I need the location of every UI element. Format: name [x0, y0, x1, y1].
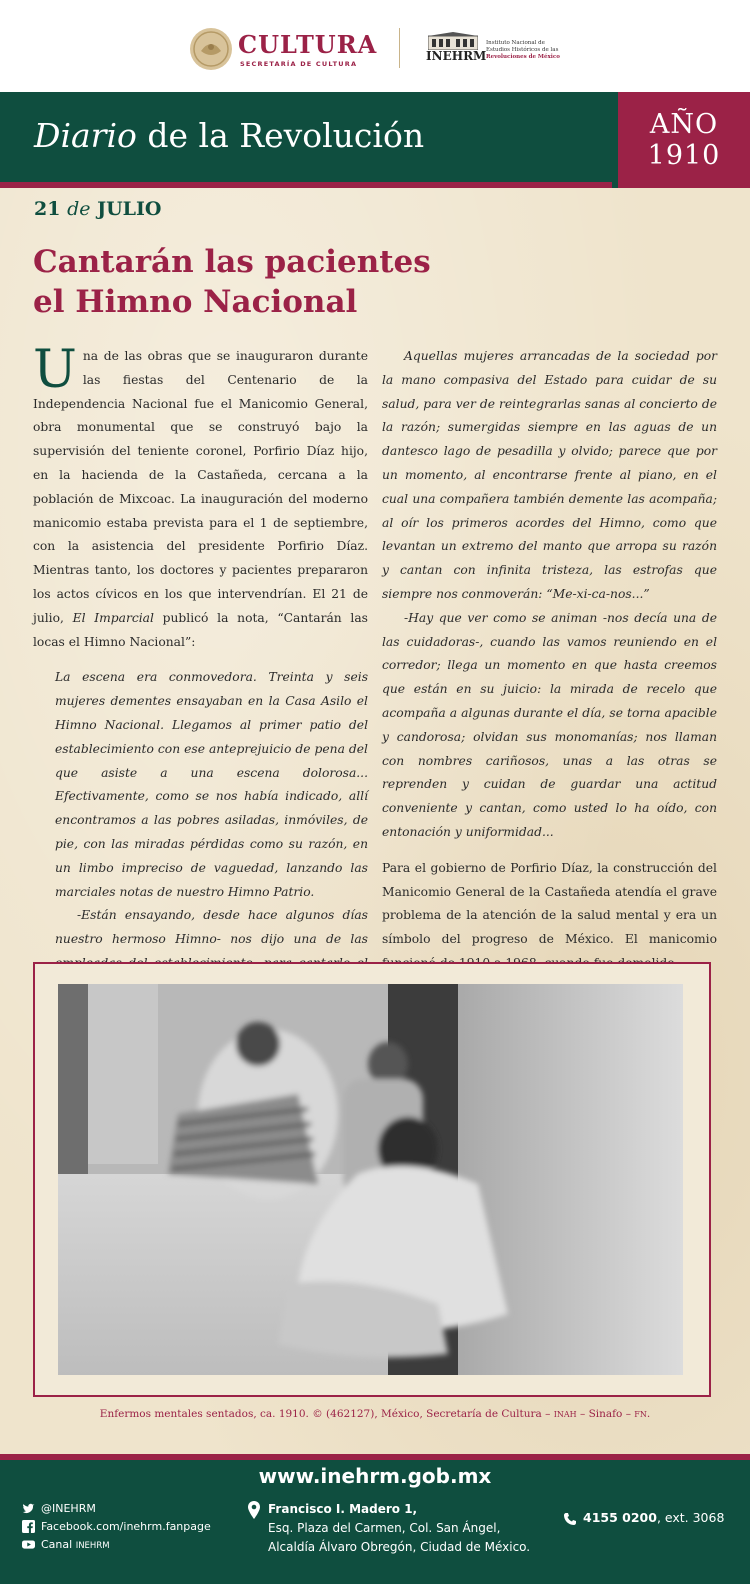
quote-block-continued — [382, 345, 717, 845]
closing-paragraph: Para el gobierno de Porfirio Díaz, la construcción del Manicomio General de la Castañeda atendía el grave problema de la atención de la salud mental y era un símbolo del progreso de México. El manicomio — [382, 860, 717, 947]
youtube-icon — [22, 1538, 35, 1551]
publication-title — [34, 116, 424, 155]
address-line: Alcaldía Álvaro Obregón, Ciudad de México. — [268, 1540, 531, 1554]
newspaper-name: El Imparcial — [72, 610, 154, 625]
title-italic: Diario — [34, 116, 137, 155]
quote-paragraph: -Hay que ver como se animan -nos decía una de las cuidadoras-, cuando las vamos reuniendo en el corredor; llega un momento en que hasta creemos que están en su juicio: la mirada de recelo que acompaña a algunas durante el día, se torna apacible y candorosa; olvidan sus monomanías; nos llaman con nombres cariñosos, unas a las otras se reprenden y cuidan de guardar una actitud conveniente y cantan, como usted lo ha oído, con entonación y uniformidad... — [382, 610, 717, 839]
caption-fn: FN — [634, 1410, 647, 1419]
year-value: 1910 — [647, 140, 721, 171]
inehrm-desc-line: Instituto Nacional de — [486, 40, 545, 46]
year-label: AÑO — [649, 109, 719, 140]
twitter-link[interactable] — [22, 1502, 96, 1515]
youtube-name: INEHRM — [75, 1541, 110, 1551]
phone-number[interactable] — [583, 1510, 724, 1525]
drop-cap: U — [33, 340, 77, 400]
facebook-url: Facebook.com/inehrm.fanpage — [41, 1520, 211, 1533]
youtube-label: Canal — [41, 1538, 76, 1551]
location-pin-icon — [247, 1501, 261, 1519]
website-link[interactable]: www.inehrm.gob.mx — [258, 1464, 492, 1488]
inehrm-logo-description — [486, 40, 566, 61]
intro-text-end: publicó la nota, “Cantarán las locas el Himno Nacional”: — [33, 610, 368, 649]
article-column-right — [382, 345, 717, 976]
article-date — [34, 198, 161, 220]
intro-paragraph — [33, 340, 368, 654]
inehrm-desc-line: Estudios Históricos de las — [486, 47, 559, 53]
inehrm-building-icon — [428, 32, 478, 50]
cultura-logo-title: CULTURA — [238, 30, 378, 59]
youtube-link[interactable] — [22, 1538, 110, 1551]
quote-paragraph: Aquellas mujeres arrancadas de la sociedad por la mano compasiva del Estado para cuidar de su salud, para ver de reintegrarlas sanas al concierto de la razón; sumergidas siempre en las aguas de un dantesco lago de pesadilla y olvido; parece que por un momento, al encontrarse frente al piano, en el cual una compañera también demente las acompaña; al oír los primeros acordes del Himno, como que levantan un extremo del manto que arropa su razón y cantan con infinita tristeza, las estrofas que siempre nos conmoverán: “Me-xi-ca-nos...” — [382, 349, 717, 601]
address-street: Francisco I. Madero 1, — [268, 1502, 418, 1516]
quote-paragraph: -Están ensayando, desde hace algunos días nuestro hermoso Himno- nos dijo una de las — [55, 908, 368, 947]
headline-line: el Himno Nacional — [33, 284, 358, 320]
phone-ext: , ext. 3068 — [656, 1510, 725, 1525]
caption-text: Enfermos mentales sentados, ca. 1910. © (462127), México, Secretaría de Cultura – — [99, 1408, 554, 1420]
coat-of-arms-icon — [189, 27, 233, 71]
date-de: de — [67, 198, 91, 220]
caption-text: . — [646, 1408, 651, 1420]
twitter-handle: @INEHRM — [41, 1502, 96, 1515]
photo-caption — [0, 1408, 750, 1420]
inehrm-logo-name: INEHRM — [426, 49, 487, 63]
quote-paragraph: La escena era conmovedora. Treinta y seis mujeres dementes ensayaban en la Casa Asilo el Himno Nacional. Llegamos al primer patio del establecimiento con ese anteprejuicio de pena del que asiste a una escena dolorosa... Efectivamente, como se nos había indicado, allí encontramos a las pobres asiladas, inmóviles, de pie, con las miradas pérdidas como su razón, en un limbo impreciso de vaguedad, lanzando las marciales notas de nuestro Himno Patrio. — [55, 670, 368, 899]
caption-text: – Sinafo – — [576, 1408, 635, 1420]
facebook-icon — [22, 1520, 35, 1533]
twitter-icon — [22, 1502, 35, 1515]
year-box — [618, 92, 750, 188]
article-headline — [33, 242, 633, 322]
headline-line: Cantarán las pacientes — [33, 244, 431, 280]
address — [268, 1500, 530, 1557]
caption-inah: INAH — [553, 1410, 577, 1419]
date-month: JULIO — [97, 198, 162, 220]
inehrm-desc-line: Revoluciones de México — [486, 54, 560, 60]
phone-icon — [563, 1512, 577, 1526]
date-day: 21 — [34, 198, 61, 220]
youtube-channel — [41, 1538, 110, 1551]
intro-text: na de las obras que se inauguraron durante las fiestas del Centenario de la Independencia Nacional fue el Manicomio General, obra monumental que se construyó bajo la supervisión del teniente coronel, Porfirio Díaz hijo, en la hacienda de la Castañeda, cercana a la población de Mixcoac. La inauguración del moderno manicomio estaba prevista para el 1 de septiembre, con la asistencia del presidente Porfirio Díaz. Mientras tanto, los doctores y pacientes prepararon los actos cívicos en los que intervendrían. El 21 de julio, — [33, 349, 368, 625]
cultura-logo-subtitle: SECRETARÍA DE CULTURA — [240, 60, 358, 68]
title-rest: de la Revolución — [136, 116, 425, 155]
logo-divider — [399, 28, 400, 68]
address-line: Esq. Plaza del Carmen, Col. San Ángel, — [268, 1521, 501, 1535]
facebook-link[interactable] — [22, 1520, 211, 1533]
phone-main: 4155 0200 — [583, 1510, 657, 1525]
historical-photo — [58, 984, 683, 1375]
